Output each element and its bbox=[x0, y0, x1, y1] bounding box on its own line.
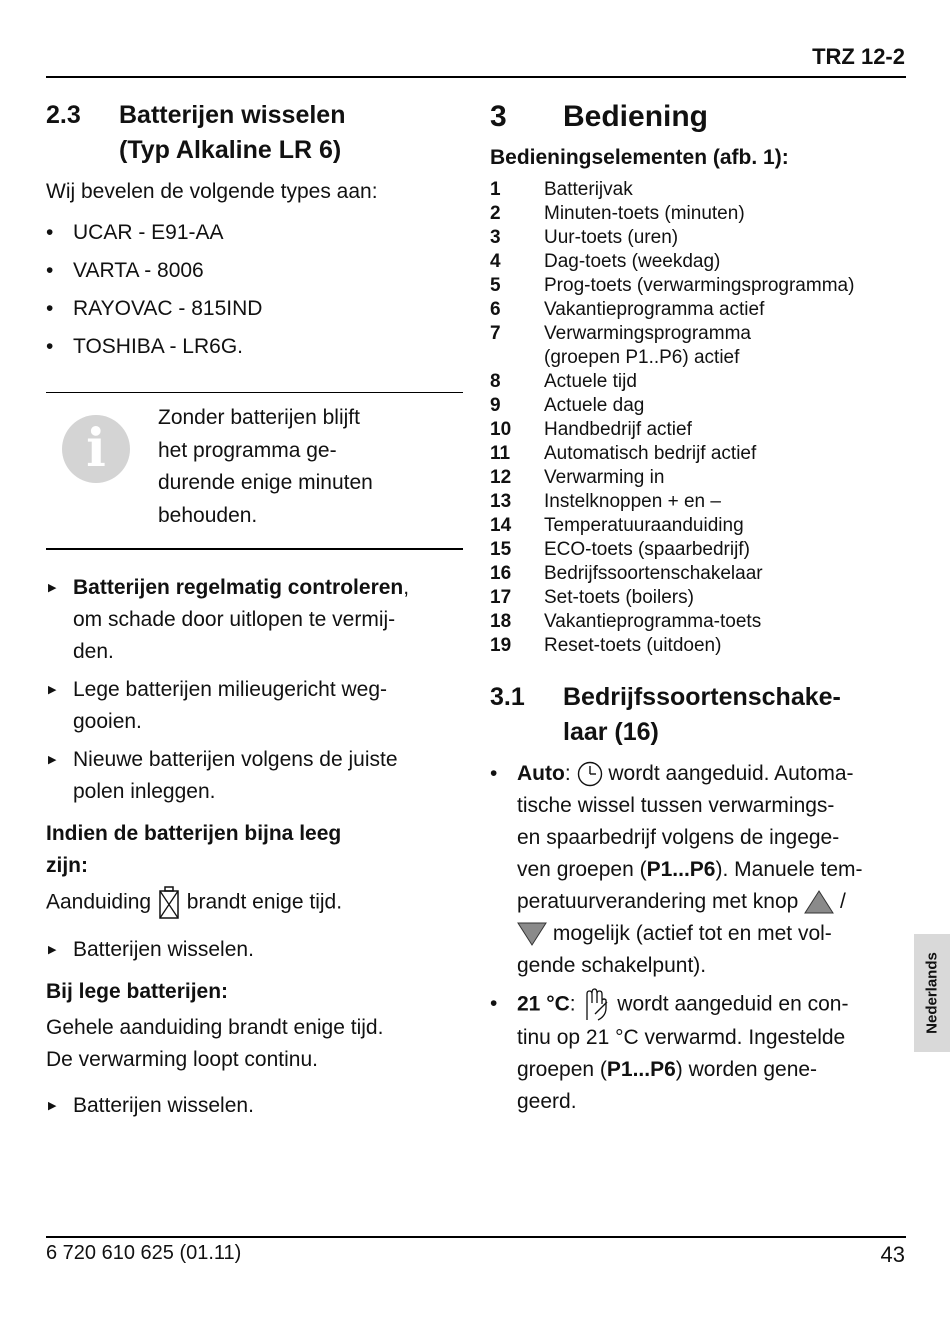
item-text: Vakantieprogramma actief bbox=[544, 299, 765, 320]
list-item bbox=[490, 250, 905, 274]
list-item bbox=[490, 610, 905, 634]
item-text: Actuele tijd bbox=[544, 371, 637, 392]
list-item bbox=[490, 394, 905, 418]
item-text: Set-toets (boilers) bbox=[544, 587, 694, 608]
list-item bbox=[490, 538, 905, 562]
list-item bbox=[490, 202, 905, 226]
item-number: 10 bbox=[490, 419, 512, 440]
header-rule bbox=[46, 76, 906, 78]
item-text: Batterijvak bbox=[544, 179, 633, 200]
list-item: • Auto: wordt aangeduid. Automa- tische wissel tussen verwarmings- en spaarbedrijf volgens de ingege- ven groepen (P1...P6). Manuele tem- peratuurverandering met knop / mogelijk (actief tot en met vol- gende schakelpunt). bbox=[490, 758, 905, 982]
page-number: 43 bbox=[880, 1242, 905, 1267]
list-item bbox=[490, 274, 905, 298]
battery-empty-icon bbox=[157, 886, 181, 920]
list-item: ▶ Batterijen regelmatig controleren, om schade door uitlopen te vermij- den. bbox=[46, 572, 463, 668]
list-item: • TOSHIBA - LR6G. bbox=[46, 328, 463, 366]
list-item bbox=[490, 322, 905, 370]
list-item: • 21 °C: wordt aangeduid en con- tinu op 21 °C verwarmd. Ingestelde groepen (P1...P6) worden gene- geerd. bbox=[490, 988, 905, 1118]
section-3-heading: 3 Bediening bbox=[490, 100, 709, 133]
list-item bbox=[490, 418, 905, 442]
low-battery-heading: Indien de batterijen bijna leeg zijn: bbox=[46, 822, 342, 877]
arrow-right-icon: ▶ bbox=[48, 1100, 57, 1112]
item-text: Reset-toets (uitdoen) bbox=[544, 635, 722, 656]
list-item bbox=[490, 178, 905, 202]
item-number: 16 bbox=[490, 563, 512, 584]
controls-list bbox=[490, 178, 905, 658]
item-text: Instelknoppen + en – bbox=[544, 491, 721, 512]
language-tab-label: Nederlands bbox=[923, 952, 941, 1034]
low-battery-text: Aanduiding brandt enige tijd. bbox=[46, 886, 463, 920]
item-text: Bedrijfssoortenschakelaar bbox=[544, 563, 763, 584]
list-item bbox=[490, 226, 905, 250]
item-text: Vakantieprogramma-toets bbox=[544, 611, 762, 632]
info-note bbox=[46, 392, 463, 550]
list-item bbox=[490, 562, 905, 586]
item-number: 19 bbox=[490, 635, 512, 656]
item-text: Verwarming in bbox=[544, 467, 665, 488]
list-item: • RAYOVAC - 815IND bbox=[46, 290, 463, 328]
item-number: 14 bbox=[490, 515, 512, 536]
triangle-down-icon bbox=[517, 922, 547, 946]
item-number: 17 bbox=[490, 587, 512, 608]
section-number: 2.3 bbox=[46, 101, 81, 129]
header-title: TRZ 12-2 bbox=[812, 44, 905, 69]
list-item: • VARTA - 8006 bbox=[46, 252, 463, 290]
list-item: ▶ Batterijen wisselen. bbox=[46, 934, 463, 966]
list-item bbox=[490, 514, 905, 538]
item-number: 4 bbox=[490, 251, 501, 272]
item-text: Automatisch bedrijf actief bbox=[544, 443, 757, 464]
arrow-right-icon: ▶ bbox=[48, 944, 57, 956]
item-text: Prog-toets (verwarmingsprogramma) bbox=[544, 275, 855, 296]
item-text: Verwarmingsprogramma (groepen P1..P6) actief bbox=[544, 323, 751, 368]
hand-icon bbox=[581, 988, 611, 1022]
section-2-3-heading bbox=[46, 98, 463, 168]
list-item bbox=[490, 466, 905, 490]
item-text: Actuele dag bbox=[544, 395, 645, 416]
item-number: 2 bbox=[490, 203, 501, 224]
item-text: ECO-toets (spaarbedrijf) bbox=[544, 539, 750, 560]
item-number: 1 bbox=[490, 179, 501, 200]
list-item bbox=[490, 370, 905, 394]
battery-steps-list bbox=[46, 572, 463, 808]
document-number: 6 720 610 625 (01.11) bbox=[46, 1242, 242, 1264]
arrow-right-icon: ▶ bbox=[48, 684, 57, 696]
section-title-line2: (Typ Alkaline LR 6) bbox=[119, 136, 342, 164]
clock-icon bbox=[577, 761, 603, 787]
section-title-line1: Batterijen wisselen bbox=[119, 101, 346, 129]
item-number: 11 bbox=[490, 443, 511, 464]
item-number: 8 bbox=[490, 371, 501, 392]
section-3-1-heading: 3.1 Bedrijfssoortenschake- laar (16) bbox=[490, 683, 841, 746]
right-column bbox=[490, 98, 905, 1118]
item-number: 7 bbox=[490, 323, 501, 344]
list-item bbox=[490, 586, 905, 610]
list-item bbox=[490, 634, 905, 658]
intro-text: Wij bevelen de volgende types aan: bbox=[46, 180, 378, 203]
arrow-right-icon: ▶ bbox=[48, 582, 57, 594]
battery-types-list bbox=[46, 214, 463, 366]
info-note-text: Zonder batterijen blijft het programma ge- durende enige minuten behouden. bbox=[158, 406, 373, 527]
list-item: • UCAR - E91-AA bbox=[46, 214, 463, 252]
list-item bbox=[490, 442, 905, 466]
language-tab bbox=[914, 934, 950, 1052]
item-number: 15 bbox=[490, 539, 512, 560]
item-text: Dag-toets (weekdag) bbox=[544, 251, 721, 272]
list-item bbox=[490, 298, 905, 322]
item-number: 12 bbox=[490, 467, 512, 488]
triangle-up-icon bbox=[804, 890, 834, 914]
left-column bbox=[46, 98, 463, 1128]
item-number: 13 bbox=[490, 491, 512, 512]
footer-rule bbox=[46, 1236, 906, 1238]
info-icon: i bbox=[62, 415, 130, 483]
item-number: 9 bbox=[490, 395, 501, 416]
list-item: ▶ Batterijen wisselen. bbox=[46, 1090, 463, 1122]
item-text: Minuten-toets (minuten) bbox=[544, 203, 745, 224]
item-text: Temperatuuraanduiding bbox=[544, 515, 744, 536]
controls-subheading: Bedieningselementen (afb. 1): bbox=[490, 146, 789, 169]
arrow-right-icon: ▶ bbox=[48, 754, 57, 766]
list-item: ▶ Lege batterijen milieugericht weg- gooien. bbox=[46, 674, 463, 738]
item-number: 18 bbox=[490, 611, 512, 632]
item-number: 6 bbox=[490, 299, 501, 320]
item-number: 5 bbox=[490, 275, 501, 296]
item-text: Uur-toets (uren) bbox=[544, 227, 679, 248]
item-number: 3 bbox=[490, 227, 501, 248]
list-item bbox=[490, 490, 905, 514]
list-item: ▶ Nieuwe batterijen volgens de juiste polen inleggen. bbox=[46, 744, 463, 808]
mode-list bbox=[490, 758, 905, 1118]
empty-battery-text: Gehele aanduiding brandt enige tijd. De verwarming loopt continu. bbox=[46, 1016, 384, 1071]
item-text: Handbedrijf actief bbox=[544, 419, 692, 440]
empty-battery-heading: Bij lege batterijen: bbox=[46, 980, 229, 1003]
